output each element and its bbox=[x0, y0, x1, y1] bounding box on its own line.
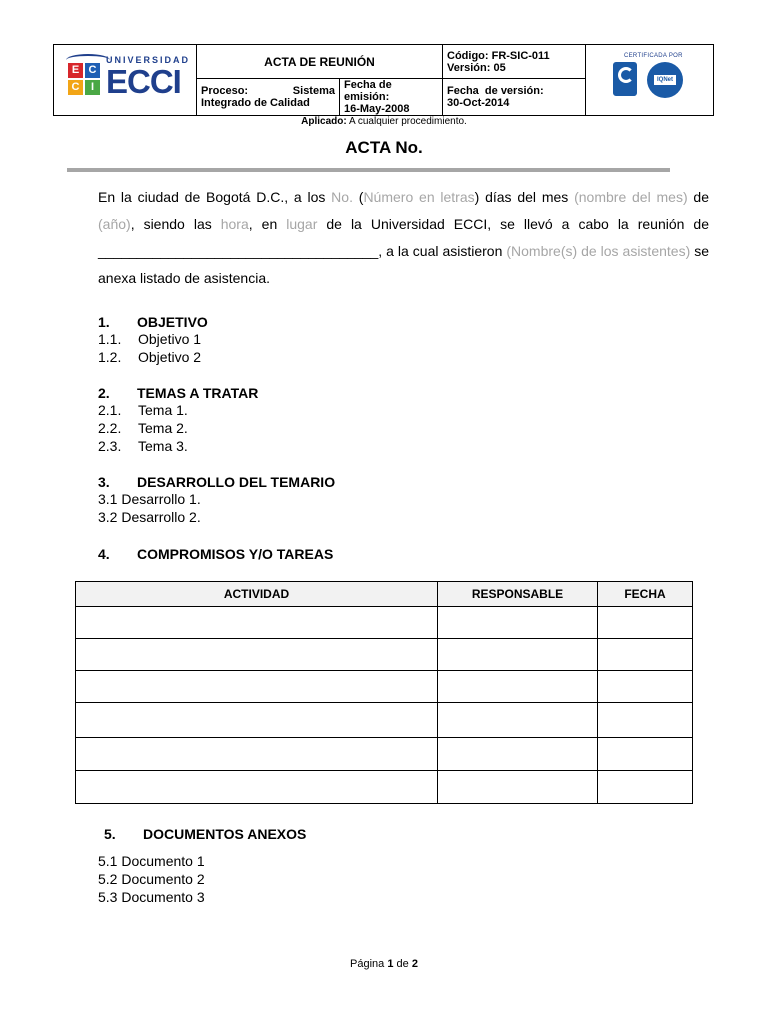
table-cell[interactable] bbox=[76, 671, 438, 703]
process-value-1: Sistema bbox=[292, 85, 335, 97]
page-number: 1 bbox=[387, 958, 394, 970]
applied-text: A cualquier procedimiento. bbox=[346, 116, 467, 127]
version-date-label-2: de versión: bbox=[484, 85, 544, 97]
process-value-2: Integrado de Calidad bbox=[201, 97, 310, 109]
column-header-responsable: RESPONSABLE bbox=[438, 582, 598, 607]
document-version: Versión: 05 bbox=[447, 61, 506, 74]
placeholder-attendees: (Nombre(s) de los asistentes) bbox=[506, 243, 691, 259]
list-item: 2.3. Tema 3. bbox=[98, 438, 188, 454]
list-item: 2.1. Tema 1. bbox=[98, 402, 188, 418]
column-header-actividad: ACTIVIDAD bbox=[76, 582, 438, 607]
cert-label: CERTIFICADA POR bbox=[624, 53, 683, 59]
table-cell[interactable] bbox=[438, 703, 598, 738]
table-cell[interactable] bbox=[598, 738, 693, 771]
section-documentos bbox=[104, 826, 306, 842]
table-cell[interactable] bbox=[438, 771, 598, 804]
placeholder-hour: hora bbox=[220, 216, 249, 232]
title-divider bbox=[67, 168, 670, 172]
section-heading: 4. COMPROMISOS Y/O TAREAS bbox=[98, 546, 334, 562]
placeholder-year: (año) bbox=[98, 216, 131, 232]
table-cell[interactable] bbox=[76, 639, 438, 671]
section-heading: 3. DESARROLLO DEL TEMARIO bbox=[98, 474, 336, 490]
table-cell[interactable] bbox=[598, 639, 693, 671]
list-item: 5.2 Documento 2 bbox=[98, 871, 205, 887]
section-temas bbox=[98, 385, 258, 455]
list-item: 3.1 Desarrollo 1. bbox=[98, 491, 201, 507]
ecci-mark-icon: E C C I bbox=[68, 63, 104, 99]
placeholder-number: No. bbox=[331, 189, 353, 205]
table-cell[interactable] bbox=[438, 607, 598, 639]
document-header bbox=[53, 44, 714, 116]
section-heading: 1. OBJETIVO bbox=[98, 314, 208, 330]
placeholder-month: (nombre del mes) bbox=[574, 189, 688, 205]
list-item: 1.2. Objetivo 2 bbox=[98, 349, 202, 365]
table-cell[interactable] bbox=[76, 771, 438, 804]
iqnet-text: IQNet bbox=[654, 75, 676, 85]
logo-brand-text: ECCI bbox=[106, 63, 181, 100]
list-item: 1.1. Objetivo 1 bbox=[98, 331, 202, 347]
version-date-value: 30-Oct-2014 bbox=[447, 97, 510, 109]
intro-paragraph: En la ciudad de Bogotá D.C., a los No. (Número en letras) días del mes (nombre del mes) de (año), siendo las hora, en lugar de la Universidad ECCI, se llevó a cabo la reunión de ____________________________________, a la cual asistieron (Nombre(s) de los asistentes) se anexa listado de asistencia. bbox=[98, 189, 709, 286]
iqnet-cert-icon bbox=[647, 62, 683, 98]
version-date-cell bbox=[443, 79, 586, 116]
table-row bbox=[76, 703, 693, 738]
issue-date-value: 16-May-2008 bbox=[344, 103, 410, 115]
list-item: 5.3 Documento 3 bbox=[98, 889, 205, 905]
table-cell[interactable] bbox=[598, 771, 693, 804]
table-cell[interactable] bbox=[598, 607, 693, 639]
table-row bbox=[76, 639, 693, 671]
issue-date-cell bbox=[340, 79, 443, 116]
section-compromisos bbox=[98, 546, 333, 562]
table-row bbox=[76, 771, 693, 804]
logo-university-text: UNIVERSIDAD bbox=[106, 55, 191, 65]
documents-list bbox=[98, 852, 205, 906]
acta-title: ACTA No. bbox=[345, 138, 423, 157]
icontec-cert-icon bbox=[613, 62, 637, 96]
code-version-cell bbox=[443, 45, 586, 79]
table-cell[interactable] bbox=[438, 738, 598, 771]
list-item: 5.1 Documento 1 bbox=[98, 853, 205, 869]
issue-date-label: Fecha de emisión: bbox=[344, 79, 392, 103]
certification-logos bbox=[586, 45, 714, 116]
table-cell[interactable] bbox=[76, 607, 438, 639]
table-row bbox=[76, 738, 693, 771]
section-objetivo bbox=[98, 314, 208, 366]
table-cell[interactable] bbox=[438, 671, 598, 703]
table-row bbox=[76, 671, 693, 703]
section-heading: 5. DOCUMENTOS ANEXOS bbox=[104, 826, 307, 842]
list-item: 3.2 Desarrollo 2. bbox=[98, 509, 201, 525]
list-item: 2.2. Tema 2. bbox=[98, 420, 188, 436]
tasks-table bbox=[75, 581, 693, 804]
table-cell[interactable] bbox=[598, 671, 693, 703]
table-row bbox=[76, 607, 693, 639]
document-title: ACTA DE REUNIÓN bbox=[197, 45, 443, 79]
placeholder-place: lugar bbox=[286, 216, 318, 232]
applied-note bbox=[0, 116, 768, 127]
table-cell[interactable] bbox=[598, 703, 693, 738]
process-label: Proceso: bbox=[201, 85, 249, 97]
table-cell[interactable] bbox=[76, 703, 438, 738]
column-header-fecha: FECHA bbox=[598, 582, 693, 607]
section-desarrollo bbox=[98, 474, 335, 526]
document-code: Código: FR-SIC-011 bbox=[447, 49, 550, 62]
table-cell[interactable] bbox=[76, 738, 438, 771]
table-cell[interactable] bbox=[438, 639, 598, 671]
version-date-label-1: Fecha bbox=[447, 85, 479, 97]
applied-label: Aplicado: bbox=[301, 116, 347, 127]
university-logo bbox=[54, 45, 197, 116]
section-heading: 2. TEMAS A TRATAR bbox=[98, 385, 259, 401]
page-footer: Página 1 de 2 bbox=[350, 958, 418, 970]
process-cell bbox=[197, 79, 340, 116]
page-total: 2 bbox=[411, 958, 418, 970]
placeholder-number-words: Número en letras bbox=[363, 189, 475, 205]
